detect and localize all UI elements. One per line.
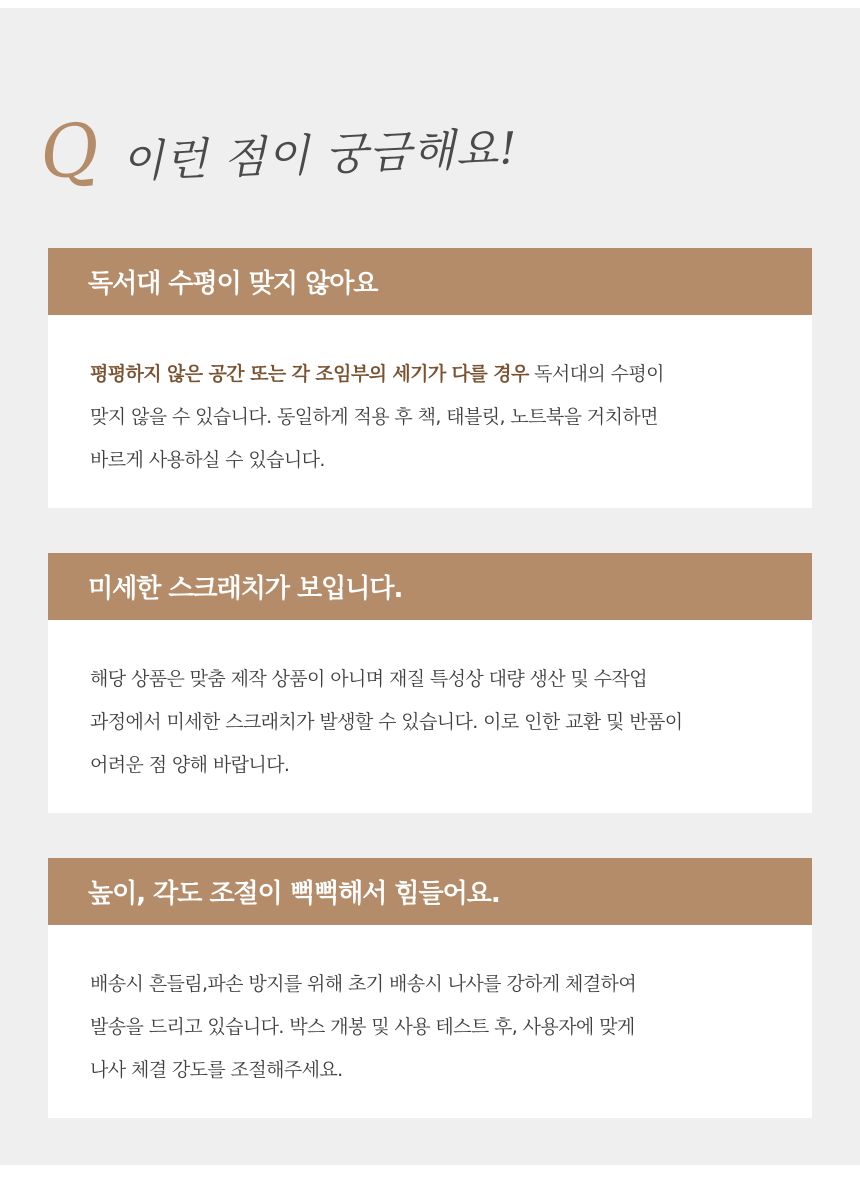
faq-question: 높이, 각도 조절이 뻑뻑해서 힘들어요. — [88, 879, 500, 909]
faq-question-bar — [48, 248, 812, 315]
answer-line: 해당 상품은 맞춤 제작 상품이 아니며 재질 특성상 대량 생산 및 수작업 — [90, 668, 647, 690]
answer-line: 발송을 드리고 있습니다. 박스 개봉 및 사용 테스트 후, 사용자에 맞게 — [90, 1016, 635, 1038]
faq-card-scratch — [48, 553, 812, 813]
faq-question-bar — [48, 858, 812, 925]
answer-line-rest: 독서대의 수평이 — [528, 363, 664, 385]
answer-line: 맞지 않을 수 있습니다. 동일하게 적용 후 책, 태블릿, 노트북을 거치하면 — [90, 406, 658, 428]
answer-line: 바르게 사용하실 수 있습니다. — [90, 449, 325, 471]
faq-question-bar — [48, 553, 812, 620]
faq-answer — [48, 620, 812, 813]
faq-answer — [48, 925, 812, 1118]
faq-title: 이런 점이 궁금해요! — [120, 123, 519, 188]
answer-line: 어려운 점 양해 바랍니다. — [90, 754, 290, 776]
faq-card-adjust — [48, 858, 812, 1118]
answer-line: 배송시 흔들림,파손 방지를 위해 초기 배송시 나사를 강하게 체결하여 — [90, 973, 637, 995]
answer-line — [90, 353, 772, 396]
faq-answer — [48, 315, 812, 508]
q-mark: Q — [35, 106, 104, 196]
answer-line: 나사 체결 강도를 조절해주세요. — [90, 1059, 343, 1081]
faq-question: 미세한 스크래치가 보입니다. — [88, 574, 403, 604]
answer-highlight: 평평하지 않은 공간 또는 각 조임부의 세기가 다를 경우 — [90, 363, 529, 385]
faq-section — [0, 8, 860, 1165]
answer-line: 과정에서 미세한 스크래치가 발생할 수 있습니다. 이로 인한 교환 및 반품이 — [90, 711, 683, 733]
faq-card-level — [48, 248, 812, 508]
faq-question: 독서대 수평이 맞지 않아요 — [88, 269, 378, 299]
faq-header — [35, 96, 519, 206]
